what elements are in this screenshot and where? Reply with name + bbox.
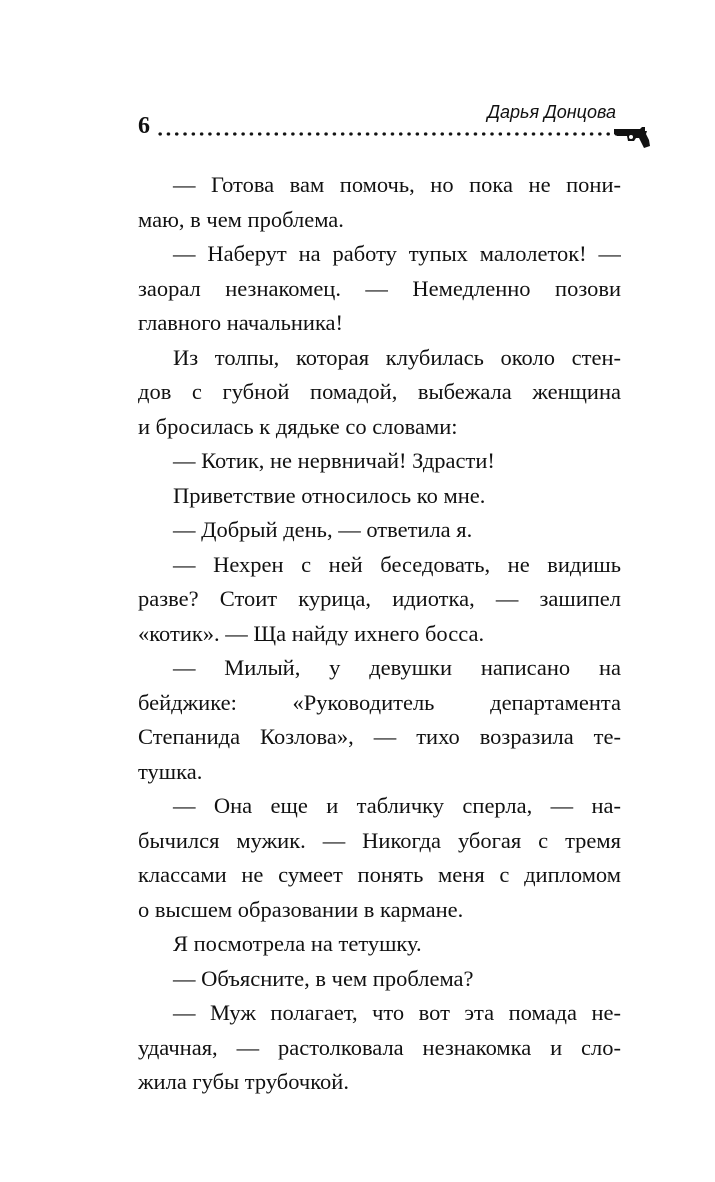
page-number: 6: [138, 113, 150, 139]
text-line: Из толпы, которая клубилась около стен-: [173, 344, 621, 370]
text-line: — Объясните, в чем проблема?: [173, 965, 474, 991]
text-line: разве? Стоит курица, идиотка, — зашипел: [138, 586, 621, 611]
text-line: бычился мужик. — Никогда убогая с тремя: [138, 827, 621, 853]
text-line: о высшем образовании в кармане.: [138, 896, 464, 922]
text-line: главного начальника!: [138, 310, 344, 335]
text-line: дов с губной помадой, выбежала женщина: [138, 379, 621, 404]
text-line: — Добрый день, — ответила я.: [173, 517, 473, 542]
paragraph: [138, 444, 621, 479]
paragraph: [138, 479, 621, 514]
paragraph: [138, 789, 621, 927]
running-header: [138, 80, 658, 150]
paragraph: [138, 651, 621, 789]
text-line: — Нехрен с ней беседовать, не видишь: [173, 551, 621, 577]
text-line: — Она еще и табличку сперла, — на-: [173, 793, 621, 818]
paragraph: [138, 548, 621, 652]
text-line: жила губы трубочкой.: [138, 1069, 349, 1094]
text-line: «котик». — Ща найду ихнего босса.: [138, 620, 485, 646]
text-line: — Котик, не нервничай! Здрасти!: [173, 448, 495, 473]
text-line: и бросилась к дядьке со словами:: [138, 413, 458, 439]
text-line: тушка.: [138, 758, 203, 784]
text-line: — Наберут на работу тупых малолеток! —: [173, 241, 621, 266]
text-line: бейджике: «Руководитель департамента: [138, 689, 621, 715]
paragraph: [138, 962, 621, 997]
text-line: классами не сумеет понять меня с дипломом: [138, 862, 621, 887]
paragraph: [138, 237, 621, 341]
text-line: маю, в чем проблема.: [138, 206, 344, 232]
author-name: Дарья Донцова: [487, 102, 616, 122]
paragraph: [138, 168, 621, 237]
text-line: — Готова вам помочь, но пока не пони-: [173, 172, 621, 197]
paragraph: [138, 927, 621, 962]
paragraph: [138, 341, 621, 445]
revolver-icon: [614, 126, 654, 150]
text-line: Приветствие относилось ко мне.: [173, 482, 486, 508]
text-line: Степанида Козлова», — тихо возразила те-: [138, 724, 621, 749]
paragraph: [138, 513, 621, 548]
text-line: — Милый, у девушки написано на: [173, 655, 621, 680]
text-line: заорал незнакомец. — Немедленно позови: [138, 275, 621, 301]
text-line: удачная, — растолковала незнакомка и сло-: [138, 1034, 621, 1060]
dotted-leader: [156, 132, 616, 136]
text-line: — Муж полагает, что вот эта помада не-: [173, 1000, 621, 1025]
paragraph: [138, 996, 621, 1100]
page-text: [138, 168, 621, 1100]
text-line: Я посмотрела на тетушку.: [173, 931, 422, 956]
